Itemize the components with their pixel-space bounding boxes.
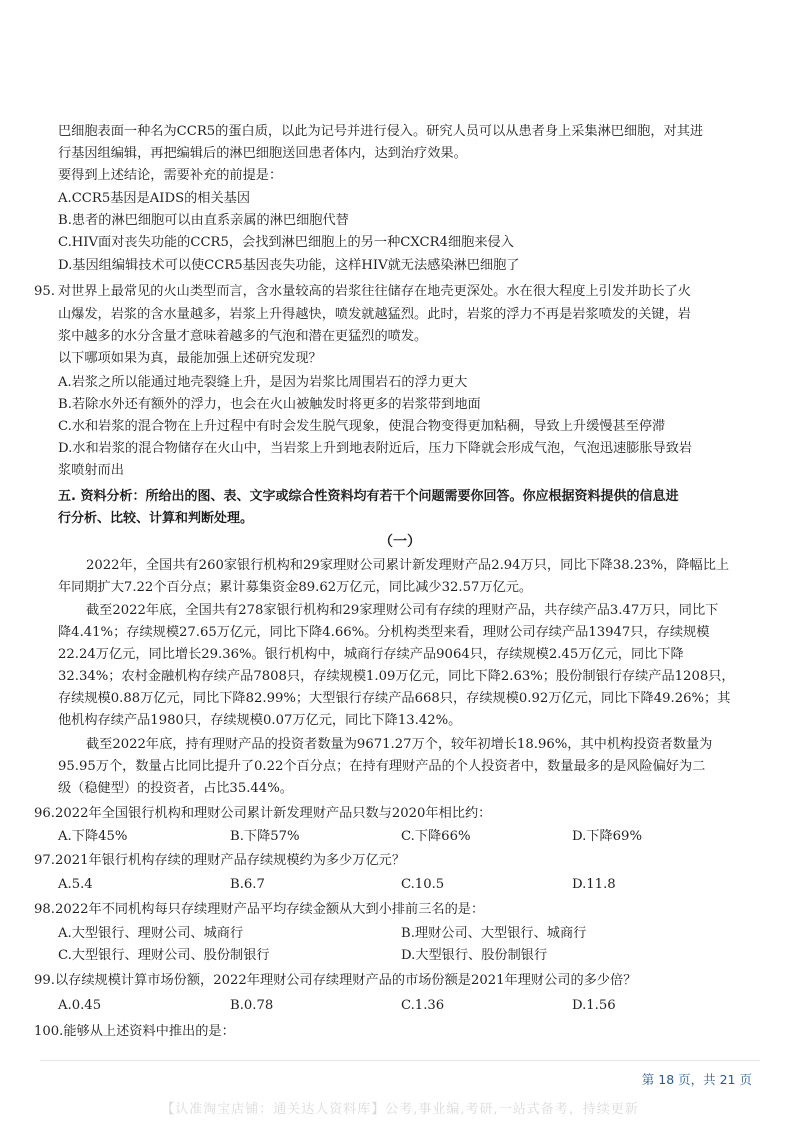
- watermark-text: 【认准淘宝店铺：通关达人资料库】公考,事业编,考研,一站式备考，持续更新: [161, 1102, 639, 1117]
- material-para3-line: 级（稳健型）的投资者，占比35.44%。: [58, 781, 293, 796]
- q94-option-a: A.CCR5基因是AIDS的相关基因: [58, 191, 251, 206]
- q97-option-d: D.11.8: [572, 877, 616, 892]
- intro-line: 巴细胞表面一种名为CCR5的蛋白质，以此为记号并进行侵入。研究人员可以从患者身上采集淋巴细胞，对其进: [58, 124, 704, 139]
- intro-line: 行基因组编辑，再把编辑后的淋巴细胞送回患者体内，达到治疗效果。: [58, 146, 467, 161]
- material-para3-line: 截至2022年底，持有理财产品的投资者数量为9671.27万个，较年初增长18.96%，其中机构投资者数量为: [86, 737, 713, 752]
- q98-option-c: C.大型银行、理财公司、股份制银行: [58, 948, 270, 963]
- q96-option-c: C.下降66%: [401, 829, 471, 844]
- q98-option-d: D.大型银行、股份制银行: [401, 948, 548, 963]
- material-para2-line: 22.24万亿元，同比增长29.36%。银行机构中，城商行存续产品9064只，存续规模2.45万亿元，同比下降: [58, 647, 684, 662]
- intro-line: 要得到上述结论，需要补充的前提是：: [58, 168, 283, 183]
- material-para3-line: 95.95万个，数量占比同比提升了0.22个百分点；在持有理财产品的个人投资者中，数量最多的是风险偏好为二: [58, 759, 706, 774]
- q97-option-b: B.6.7: [230, 877, 265, 892]
- page-number: 第 18 页，共 21 页: [641, 1072, 752, 1087]
- q97-stem: 97.2021年银行机构存续的理财产品存续规模约为多少万亿元？: [34, 853, 406, 868]
- q95-question: 以下哪项如果为真，最能加强上述研究发现？: [58, 351, 322, 366]
- q95-option-c: C.水和岩浆的混合物在上升过程中有时会发生脱气现象，使混合物变得更加粘稠，导致上升缓慢甚至停滞: [58, 419, 666, 434]
- material-para1-line: 2022年，全国共有260家银行机构和29家理财公司累计新发理财产品2.94万只，同比下降38.23%，降幅比上: [86, 558, 730, 573]
- q97-option-a: A.5.4: [58, 877, 93, 892]
- q96-option-d: D.下降69%: [572, 829, 642, 844]
- material-para2-line: 他机构存续产品1980只，存续规模0.07万亿元，同比下降13.42%。: [58, 713, 462, 728]
- q94-option-c: C.HIV面对丧失功能的CCR5，会找到淋巴细胞上的另一种CXCR4细胞来侵入: [58, 235, 514, 250]
- q99-stem: 99.以存续规模计算市场份额，2022年理财公司存续理财产品的市场份额是2021年理财公司的多少倍？: [34, 973, 637, 988]
- q95-option-b: B.若除水外还有额外的浮力，也会在火山被触发时将更多的岩浆带到地面: [58, 397, 481, 412]
- q99-option-c: C.1.36: [401, 998, 445, 1013]
- q97-option-c: C.10.5: [401, 877, 445, 892]
- q95-option-d: D.水和岩浆的混合物储存在火山中，当岩浆上升到地表附近后，压力下降就会形成气泡，气泡迅速膨胀导致岩: [58, 441, 693, 456]
- q100-stem: 100.能够从上述资料中推出的是：: [34, 1024, 235, 1039]
- q95-line: 对世界上最常见的火山类型而言，含水量较高的岩浆往往储存在地壳更深处。水在很大程度上引发并助长了火: [58, 284, 691, 299]
- material-para2-line: 截至2022年底，全国共有278家银行机构和29家理财公司有存续的理财产品，共存续产品3.47万只，同比下: [86, 603, 719, 618]
- q94-option-d: D.基因组编辑技术可以使CCR5基因丧失功能，这样HIV就无法感染淋巴细胞了: [58, 258, 520, 273]
- q99-option-b: B.0.78: [230, 998, 274, 1013]
- q94-option-b: B.患者的淋巴细胞可以由直系亲属的淋巴细胞代替: [58, 213, 349, 228]
- q99-option-d: D.1.56: [572, 998, 616, 1013]
- footer-divider: [40, 1060, 760, 1061]
- q96-option-a: A.下降45%: [58, 829, 128, 844]
- q95-option-a: A.岩浆之所以能通过地壳裂缝上升，是因为岩浆比周围岩石的浮力更大: [58, 375, 468, 390]
- material-para2-line: 32.34%；农村金融机构存续产品7808只，存续规模1.09万亿元，同比下降2.63%；股份制银行存续产品1208只，: [58, 669, 735, 684]
- material-para2-line: 降4.41%；存续规模27.65万亿元，同比下降4.66%。分机构类型来看，理财公司存续产品13947只，存续规模: [58, 625, 710, 640]
- section-heading-cont: 行分析、比较、计算和判断处理。: [58, 511, 254, 526]
- q96-option-b: B.下降57%: [230, 829, 300, 844]
- q95-option-d-cont: 浆喷射而出: [58, 463, 124, 478]
- q96-stem: 96.2022年全国银行机构和理财公司累计新发理财产品只数与2020年相比约：: [34, 806, 492, 821]
- section-heading: 五. 资料分析：所给出的图、表、文字或综合性资料均有若干个问题需要你回答。你应根据资料提供的信息进: [58, 489, 679, 504]
- q95-number: 95.: [34, 284, 55, 299]
- material-para2-line: 存续规模0.88万亿元，同比下降82.99%；大型银行存续产品668只，存续规模0.92万亿元，同比下降49.26%；其: [58, 691, 731, 706]
- material-para1-line: 年同期扩大7.22个百分点；累计募集资金89.62万亿元，同比减少32.57万亿元。: [58, 580, 533, 595]
- q95-line: 浆中越多的水分含量才意味着越多的气泡和潜在更猛烈的喷发。: [58, 329, 428, 344]
- q99-option-a: A.0.45: [58, 998, 102, 1013]
- material-title: （一）: [379, 534, 421, 550]
- q98-stem: 98.2022年不同机构每只存续理财产品平均存续金额从大到小排前三名的是：: [34, 902, 485, 917]
- q95-line: 山爆发，岩浆的含水量越多，岩浆上升得越快，喷发就越猛烈。此时，岩浆的浮力不再是岩浆喷发的关键，岩: [58, 307, 691, 322]
- q98-option-a: A.大型银行、理财公司、城商行: [58, 926, 244, 941]
- q98-option-b: B.理财公司、大型银行、城商行: [401, 926, 587, 941]
